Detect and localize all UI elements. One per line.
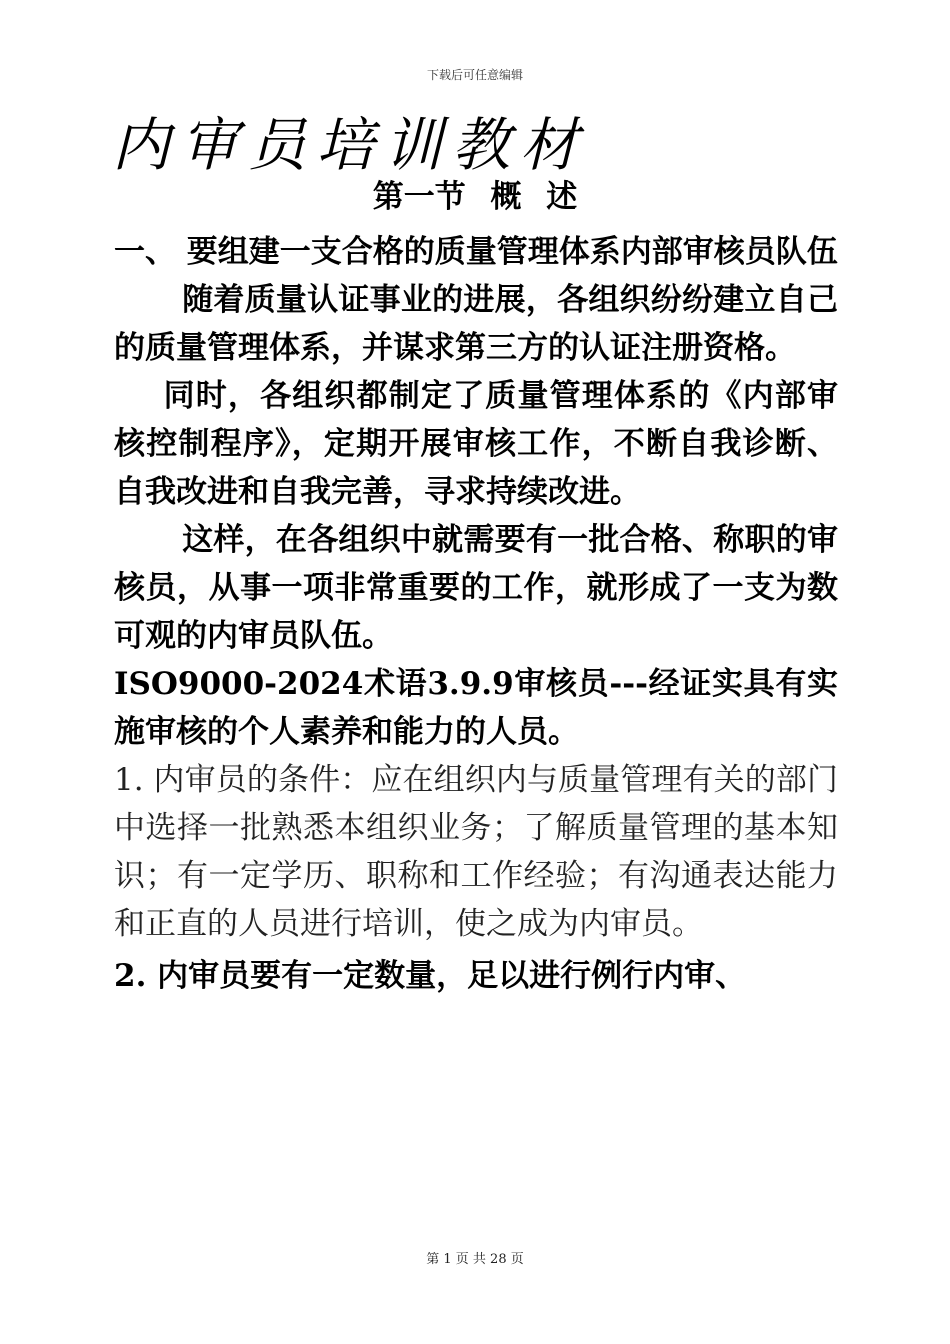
list-item-1: 1. 内审员的条件：应在组织内与质量管理有关的部门中选择一批熟悉本组织业务；了解质量管理的基本知识；有一定学历、职称和工作经验；有沟通表达能力和正直的人员进行培训，使之成为内审员。 [114, 762, 838, 942]
heading-1: 一、 要组建一支合格的质量管理体系内部审核员队伍 [114, 234, 838, 270]
header-note: 下载后可任意编辑 [426, 68, 523, 82]
list-item-2: 2. 内审员要有一定数量，足以进行例行内审、 [114, 958, 747, 994]
page-number: 第 1 页 共 28 页 [426, 1252, 524, 1267]
section-title: 第一节 概 述 [372, 179, 578, 215]
document-title: 内审员培训教材 [112, 111, 589, 179]
paragraph-2: 同时，各组织都制定了质量管理体系的《内部审核控制程序》，定期开展审核工作，不断自我诊断、自我改进和自我完善，寻求持续改进。 [114, 378, 838, 510]
paragraph-1: 随着质量认证事业的进展，各组织纷纷建立自己的质量管理体系，并谋求第三方的认证注册资格。 [114, 282, 838, 366]
paragraph-4: ISO9000-2024术语3.9.9审核员---经证实具有实施审核的个人素养和能力的人员。 [114, 666, 838, 750]
document-body [114, 228, 838, 1000]
paragraph-3: 这样，在各组织中就需要有一批合格、称职的审核员，从事一项非常重要的工作，就形成了一支为数可观的内审员队伍。 [114, 522, 838, 654]
